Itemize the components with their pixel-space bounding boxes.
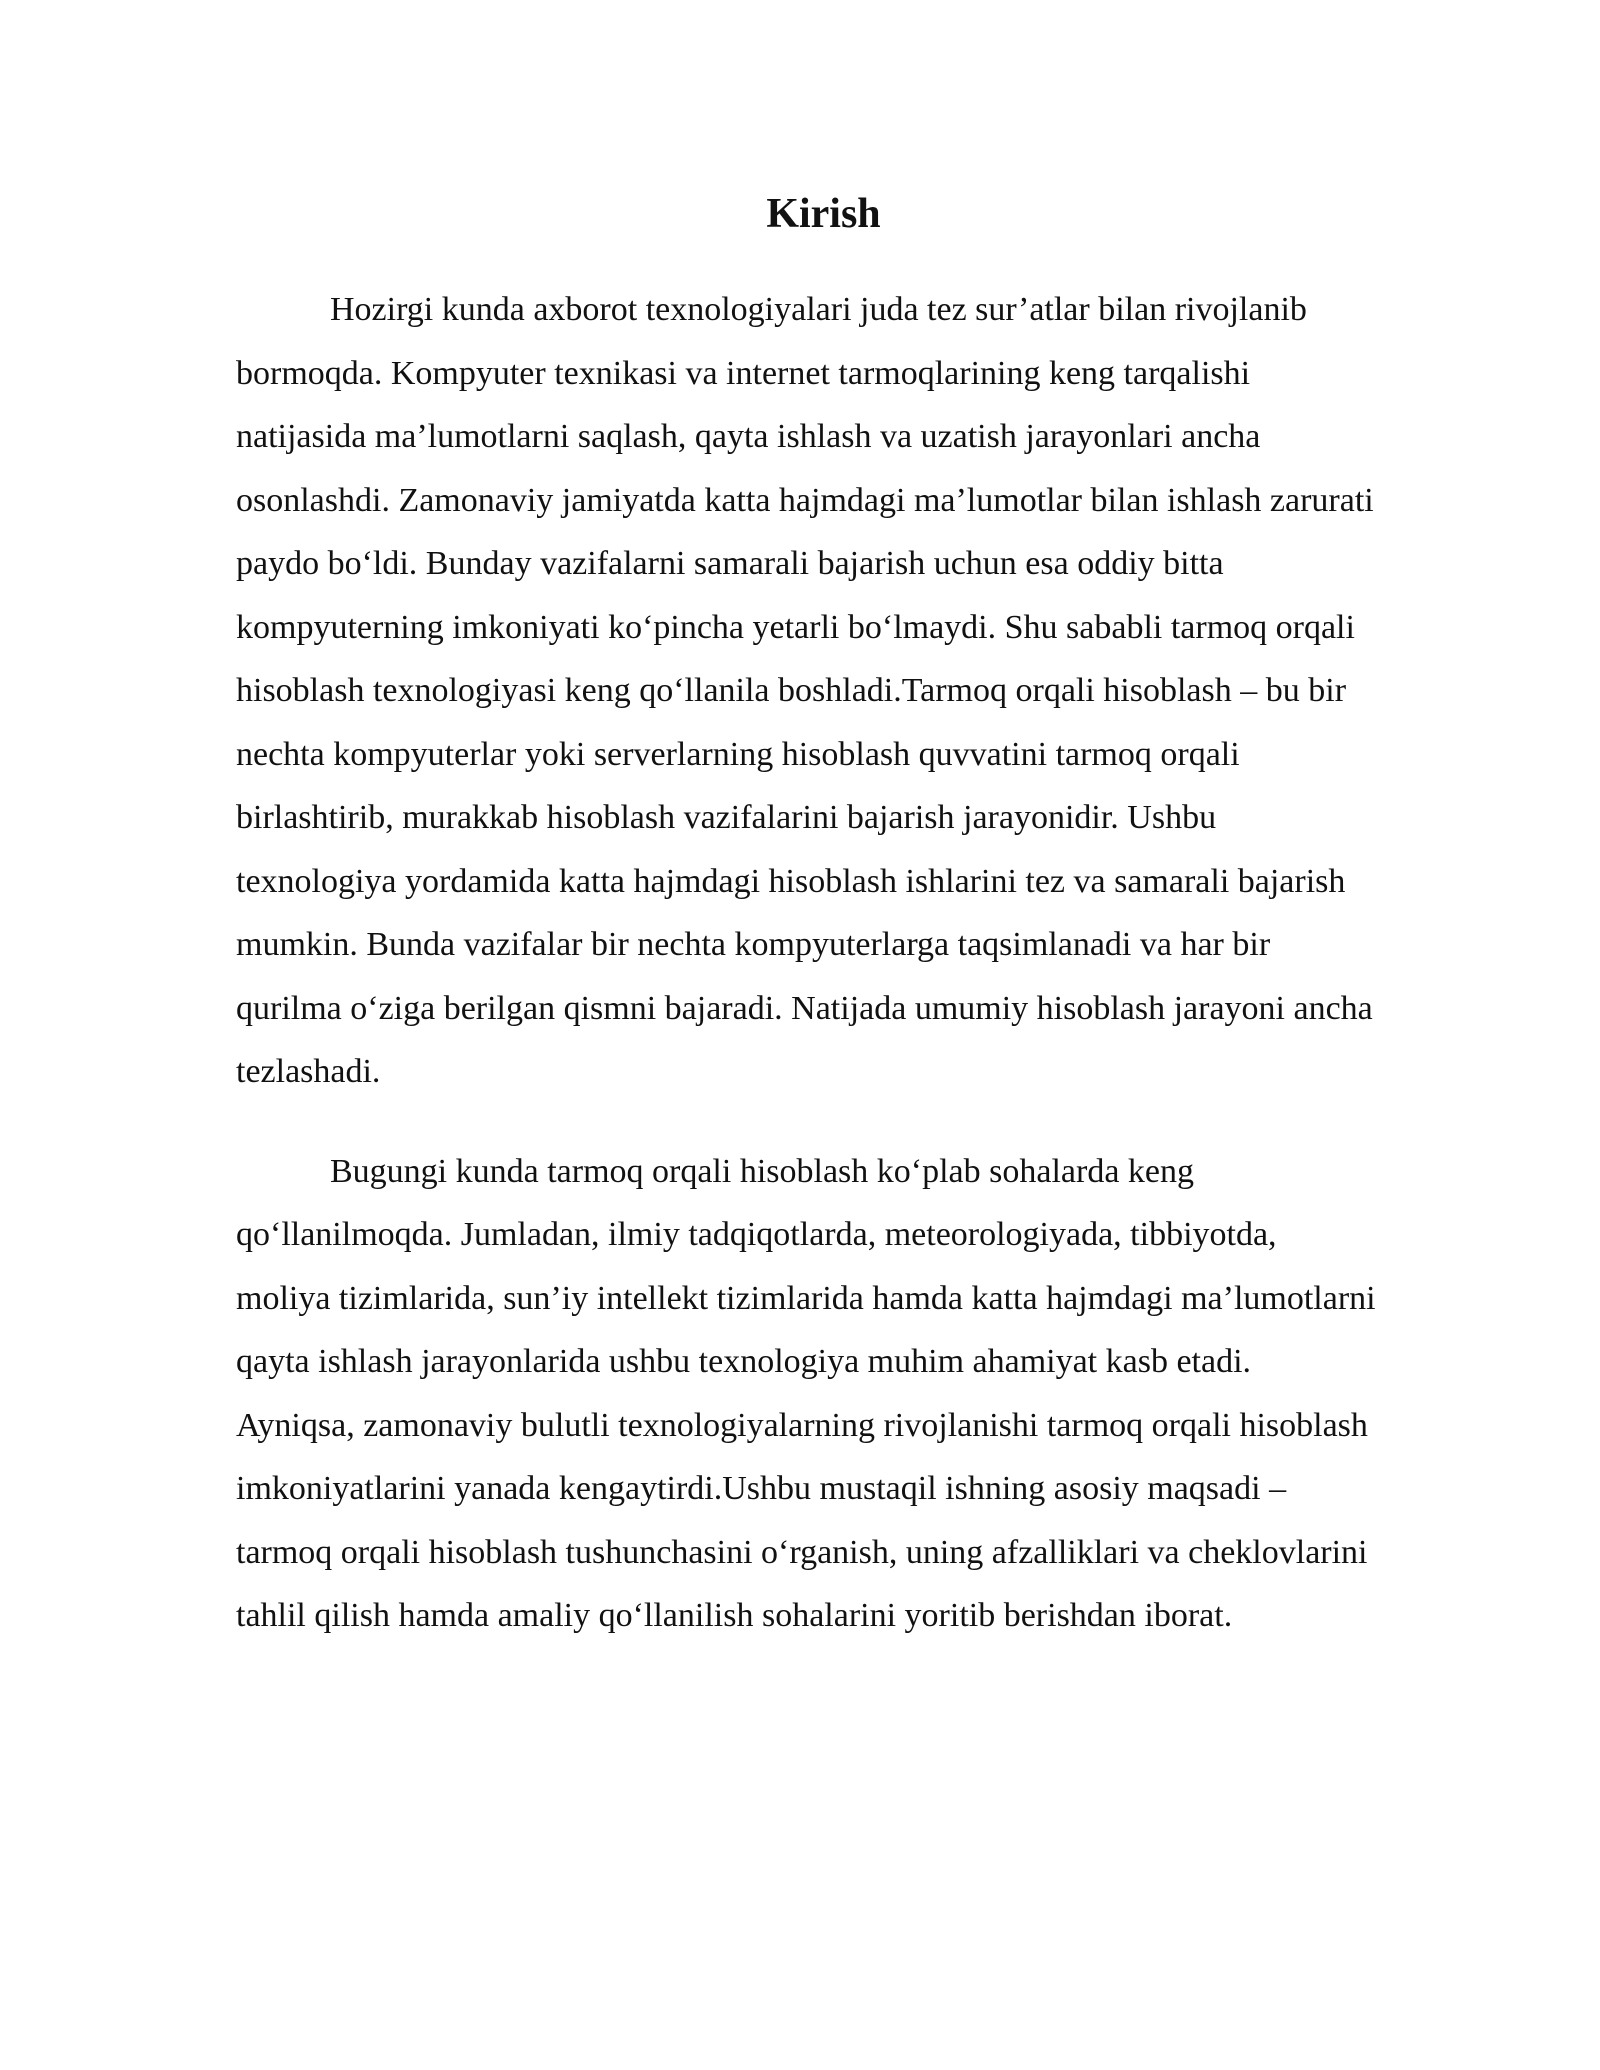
- paragraph-introduction-2: Bugungi kunda tarmoq orqali hisoblash ko‘plab sohalarda keng qo‘llanilmoqda. Jumladan, ilmiy tadqiqotlarda, meteorologiyada, tibbiyotda, moliya tizimlarida, sun’iy intellekt tizimlarida hamda katta hajmdagi ma’lumotlarni qayta ishlash jarayonlarida ushbu texnologiya muhim ahamiyat kasb etadi. Ayniqsa, zamonaviy bulutli texnologiyalarning rivojlanishi tarmoq orqali hisoblash imkoniyatlarini yanada kengaytirdi.Ushbu mustaqil ishning asosiy maqsadi – tarmoq orqali hisoblash tushunchasini o‘rganish, uning afzalliklari va cheklovlarini tahlil qilish hamda amaliy qo‘llanilish sohalarini yoritib berishdan iborat.: [236, 1152, 1376, 1634]
- page-title: Kirish: [766, 191, 881, 237]
- document-body: [236, 184, 1376, 1648]
- paragraph-introduction-1: Hozirgi kunda axborot texnologiyalari juda tez sur’atlar bilan rivojlanib bormoqda. Kompyuter texnikasi va internet tarmoqlarining keng tarqalishi natijasida ma’lumotlarni saqlash, qayta ishlash va uzatish jarayonlari ancha osonlashdi. Zamonaviy jamiyatda katta hajmdagi ma’lumotlar bilan ishlash zarurati paydo bo‘ldi. Bunday vazifalarni samarali bajarish uchun esa oddiy bitta kompyuterning imkoniyati ko‘pincha yetarli bo‘lmaydi. Shu sababli tarmoq orqali hisoblash texnologiyasi keng qo‘llanila boshladi.Tarmoq orqali hisoblash – bu bir nechta kompyuterlar yoki serverlarning hisoblash quvvatini tarmoq orqali birlashtirib, murakkab hisoblash vazifalarini bajarish jarayonidir. Ushbu texnologiya yordamida katta hajmdagi hisoblash ishlarini tez va samarali bajarish mumkin. Bunda vazifalar bir nechta kompyuterlarga taqsimlanadi va har bir qurilma o‘ziga berilgan qismni bajaradi. Natijada umumiy hisoblash jarayoni ancha tezlashadi.: [236, 291, 1374, 1090]
